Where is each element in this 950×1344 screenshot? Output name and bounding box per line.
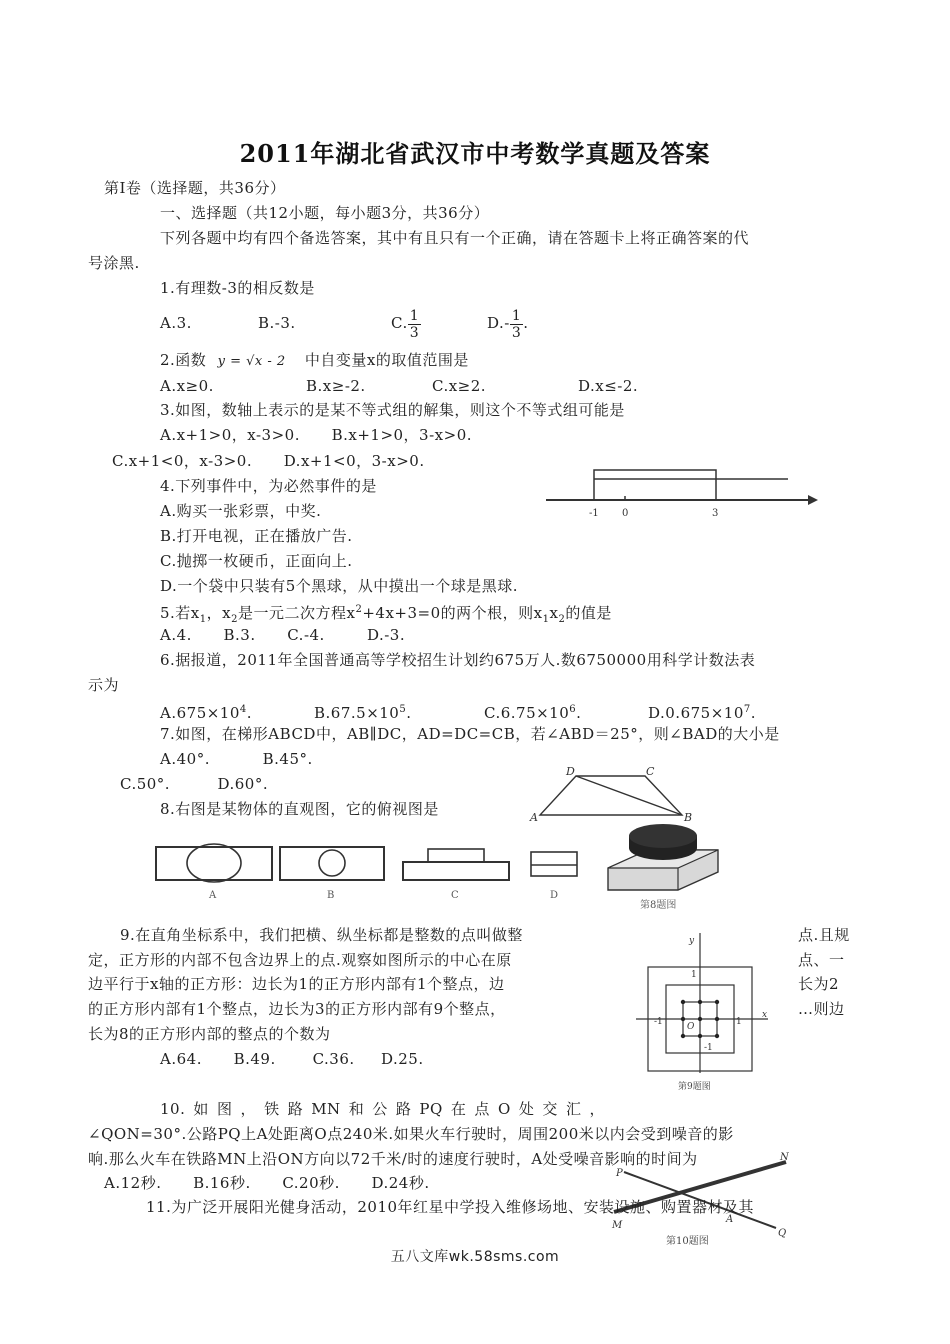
option-a-shape [156,847,272,880]
q5-part-d: +4x+3=0的两个根，则x [362,604,543,622]
q4-option-b: B.打开电视，正在播放广告. [160,527,353,545]
vertex-a: A [530,811,538,824]
q10-options: A.12秒. B.16秒. C.20秒. D.24秒. [104,1174,430,1192]
q5-part-e: x [549,604,559,622]
q7-options-cd: C.50°. D.60°. [120,775,269,793]
label-3: 3 [712,508,719,519]
q2-stem-pre: 2.函数 [160,351,207,369]
label-q: Q [778,1228,787,1239]
q7-options-ab: A.40°. B.45°. [160,750,313,768]
q5-part-c: 是一元二次方程x [238,604,356,622]
q6-option-b [314,700,412,723]
q9-line-3-left: 边平行于x轴的正方形：边长为1的正方形内部有1个整点，边 [88,975,505,993]
label-p: P [616,1168,623,1179]
q3-stem: 3.如图，数轴上表示的是某不等式组的解集，则这个不等式组可能是 [160,401,625,419]
q10-caption: 第10题图 [666,1236,709,1247]
q4-option-c: C.抛掷一枚硬币，正面向上. [160,552,353,570]
label-y: y [689,936,695,946]
q1-d-denominator: 3 [511,324,522,341]
q9-line-2-right: 点、一 [798,951,845,969]
label-m: M [612,1220,623,1231]
q7-trapezoid-figure [528,763,698,825]
q2-stem-post: 中自变量x的取值范围是 [304,351,469,369]
q5-sub-2b: 2 [558,614,566,625]
label-a: A [726,1214,734,1225]
vertex-b: B [684,811,693,824]
q8-stem: 8.右图是某物体的直观图，它的俯视图是 [160,800,439,818]
diagonal-bd [576,776,682,815]
q1-option-c-fraction [408,308,421,341]
option-b-shape [280,847,384,880]
label-x-minus-1: -1 [654,1017,663,1027]
option-c-label: C [451,890,459,901]
q6-a-exp: 4 [239,704,247,715]
solution-bracket [594,470,716,500]
q9-line-5: 长为8的正方形内部的整点的个数为 [88,1025,331,1043]
label-x-1: 1 [736,1017,742,1027]
section-heading: 一、选择题（共12小题，每小题3分，共36分） [160,204,490,222]
q1-stem: 1.有理数-3的相反数是 [160,279,315,297]
q6-option-a [160,700,252,723]
q6-a-base: A.675×10 [160,704,240,722]
q10-line-3: 响.那么火车在铁路MN上沿ON方向以72千米/时的速度行驶时，A处受噪音影响的时间为 [88,1150,698,1168]
q6-d-dot: . [750,704,757,722]
q1-c-numerator: 1 [409,307,420,324]
q7-stem: 7.如图，在梯形ABCD中，AB∥DC，AD=DC=CB，若∠ABD＝25°，则∠BAD的大小是 [160,725,780,743]
label-origin: O [687,1022,695,1032]
option-d-shape [531,852,577,876]
q4-option-a: A.购买一张彩票，中奖. [160,502,322,520]
q2-formula: y = √x - 2 [217,354,286,369]
option-a-label: A [209,890,217,901]
q1-d-numerator: 1 [511,307,522,324]
q9-line-2-left: 定，正方形的内部不包含边界上的点.观察如图所示的中心在原 [88,951,512,969]
vertex-d: D [566,765,575,778]
q1-option-c-prefix: C. [391,314,408,332]
q6-b-exp: 5 [399,704,407,715]
q1-option-b: B.-3. [258,314,296,332]
q6-stem-line-2: 示为 [88,676,120,694]
q5-options: A.4. B.3. C.-4. D.-3. [160,626,406,644]
label-y-1: 1 [691,970,697,980]
label-n: N [780,1152,789,1163]
q1-c-denominator: 3 [409,324,420,341]
q8-options-figure [120,820,740,910]
q6-d-exp: 7 [743,704,751,715]
q11-line-1: 11.为广泛开展阳光健身活动，2010年红星中学投入维修场地、安装设施、购置器材及其 [146,1198,755,1216]
q2-option-d: D.x≤-2. [578,377,639,395]
q4-stem: 4.下列事件中，为必然事件的是 [160,477,377,495]
q1-option-d [487,303,529,343]
label-x: x [762,1010,768,1020]
q9-line-1-right: 点.且规 [798,926,850,944]
vertex-c: C [646,765,655,778]
q9-grid-figure [630,925,780,1093]
q1-option-d-fraction [510,308,523,341]
q5-sub-2: 2 [231,614,238,625]
q1-option-a: A.3. [160,314,192,332]
q6-stem-line-1: 6.据报道，2011年全国普通高等学校招生计划约675万人.数6750000用科学计数法表 [160,651,756,669]
q9-line-4-right: …则边 [798,1000,845,1018]
q9-options: A.64. B.49. C.36. D.25. [160,1050,424,1068]
q6-b-dot: . [406,704,412,722]
q6-option-c [484,700,581,723]
q6-b-base: B.67.5×10 [314,704,400,722]
q9-line-3-right: 长为2 [798,975,840,993]
q2-option-a: A.x≥0. [160,377,214,395]
q6-d-base: D.0.675×10 [648,704,744,722]
q9-line-4-left: 的正方形内部有1个整点，边长为3的正方形内部有9个整点， [88,1000,506,1018]
q2-option-b: B.x≥-2. [306,377,366,395]
axis-arrow-icon [808,495,818,505]
instructions-line-1: 下列各题中均有四个备选答案，其中有且只有一个正确，请在答题卡上将正确答案的代 [160,229,750,247]
q1-option-d-suffix: . [523,314,529,332]
q8-caption: 第8题图 [640,900,677,910]
footer-watermark: 五八文库wk.58sms.com [390,1249,560,1265]
q5-part-f: 的值是 [565,604,612,622]
option-d-label: D [550,890,559,901]
label-minus-1: -1 [589,508,599,519]
q2-stem [160,350,469,372]
option-c-shape [403,862,509,880]
q10-line-2: ∠QON=30°.公路PQ上A处距离O点240米.如果火车行驶时，周围200米以内会受到噪音的影 [88,1125,734,1143]
part-heading: 第Ⅰ卷（选择题，共36分） [104,179,286,197]
q9-line-1-left: 9.在直角坐标系中，我们把横、纵坐标都是整数的点叫做整 [120,926,523,944]
q5-sup-2: 2 [355,604,363,615]
trapezoid-abcd [540,776,682,815]
q10-line-1: 10.如图，铁路MN和公路PQ在点O处交汇， [160,1100,605,1118]
q3-number-line-figure [536,460,846,524]
q4-option-d: D.一个袋中只装有5个黑球，从中摸出一个球是黑球. [160,577,519,595]
q2-option-c: C.x≥2. [432,377,487,395]
q5-part-a: 5.若x [160,604,200,622]
q5-sub-1: 1 [199,614,207,625]
q5-sub-1b: 1 [542,614,550,625]
label-y-minus-1: -1 [704,1043,713,1053]
q3-options-cd: C.x+1<0，x-3>0. D.x+1<0，3-x>0. [112,452,425,470]
q6-a-dot: . [246,704,253,722]
q6-option-d [648,700,756,723]
q6-c-base: C.6.75×10 [484,704,570,722]
option-b-label: B [327,890,335,901]
solid-object-icon [608,824,718,890]
q9-caption: 第9题图 [678,1082,711,1092]
q5-part-b: ，x [206,604,232,622]
q1-option-d-prefix: D.- [487,314,510,332]
instructions-line-2: 号涂黑. [88,254,140,272]
q6-c-exp: 6 [569,704,577,715]
label-0: 0 [622,508,629,519]
page-title: 2011年湖北省武汉市中考数学真题及答案 [239,139,711,168]
q1-option-c [391,303,421,343]
q6-c-dot: . [576,704,582,722]
q3-options-ab: A.x+1>0，x-3>0. B.x+1>0，3-x>0. [160,426,473,444]
